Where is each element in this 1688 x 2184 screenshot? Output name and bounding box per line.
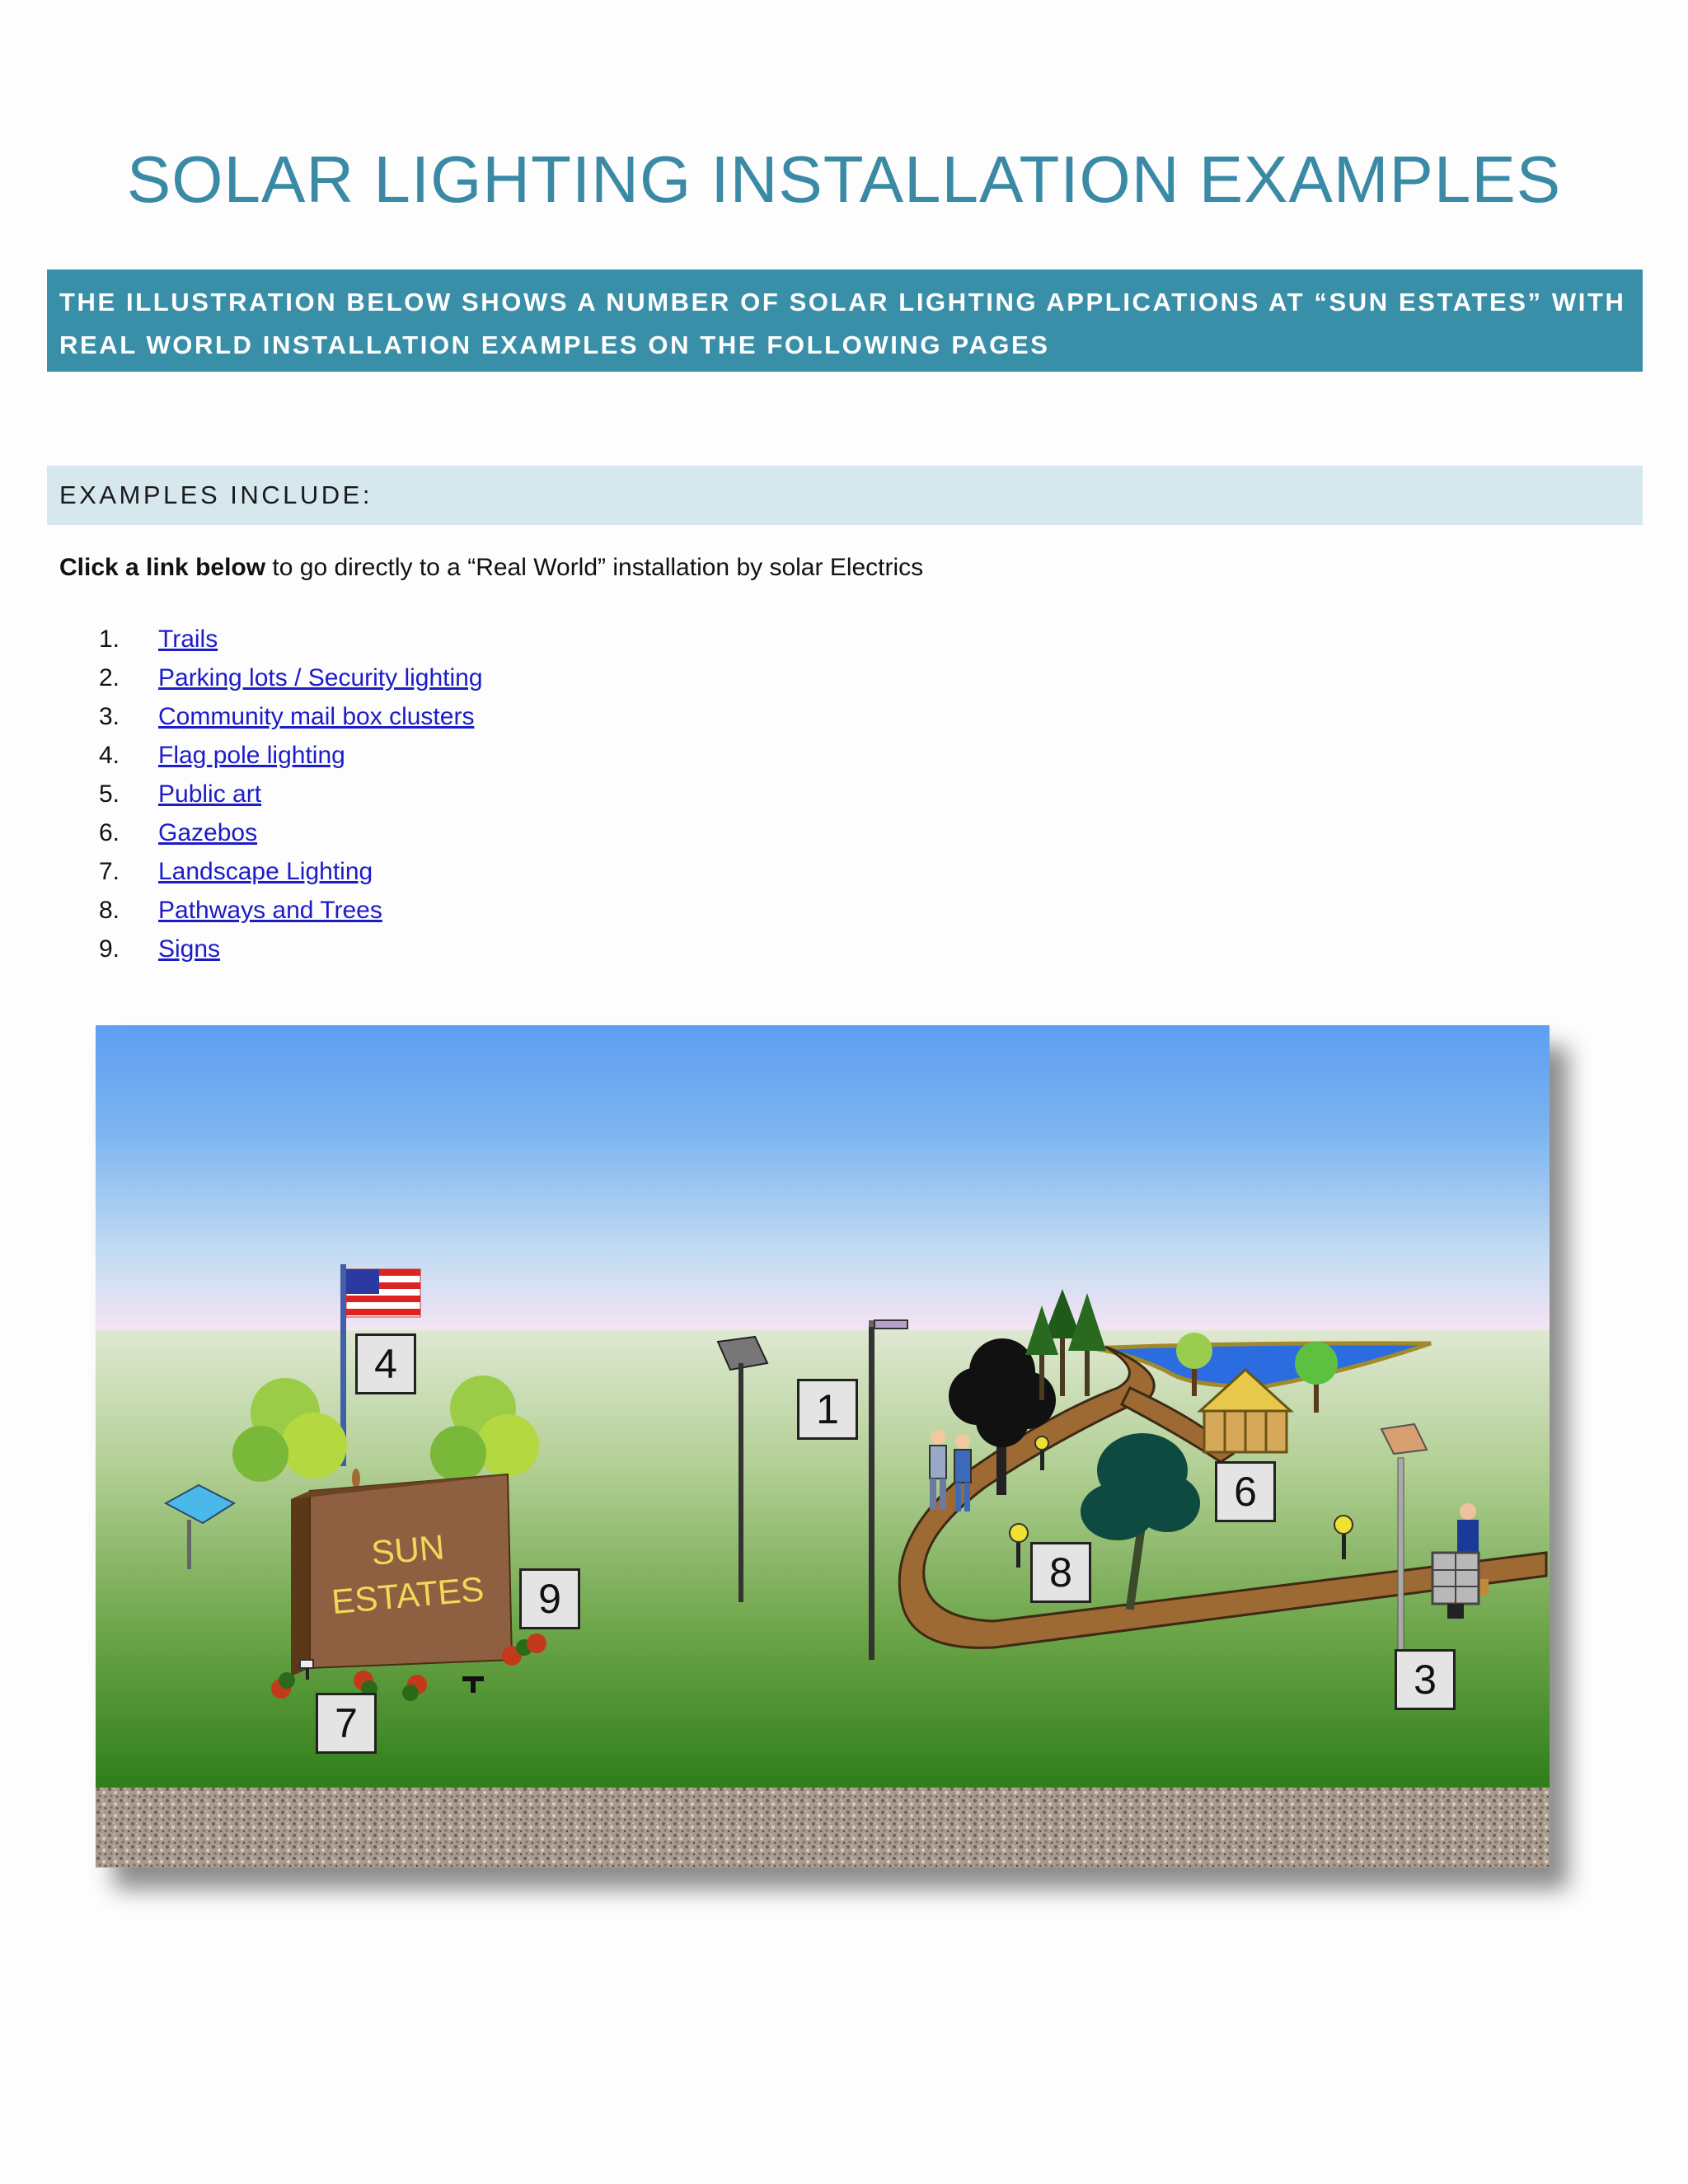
intro-text xyxy=(59,554,923,582)
link-parking-lots[interactable]: Parking lots / Security lighting xyxy=(158,664,483,691)
link-mail-box-clusters[interactable]: Community mail box clusters xyxy=(158,703,475,730)
list-item xyxy=(99,894,483,933)
marker-6[interactable]: 6 xyxy=(1215,1461,1276,1522)
list-item xyxy=(99,623,483,662)
list-number: 9. xyxy=(99,935,120,963)
list-item xyxy=(99,817,483,855)
scene-svg xyxy=(96,1025,1550,1868)
sky xyxy=(96,1025,1550,1330)
intro-bold: Click a link below xyxy=(59,554,266,581)
link-trails[interactable]: Trails xyxy=(158,626,218,653)
list-item xyxy=(99,701,483,739)
sun-estates-illustration xyxy=(96,1025,1550,1868)
list-item xyxy=(99,778,483,817)
link-pathways-and-trees[interactable]: Pathways and Trees xyxy=(158,897,382,924)
page-title: SOLAR LIGHTING INSTALLATION EXAMPLES xyxy=(126,143,1562,216)
list-number: 4. xyxy=(99,742,120,769)
sign-line-2: ESTATES xyxy=(330,1569,486,1622)
list-number: 8. xyxy=(99,897,120,924)
intro-rest: to go directly to a “Real World” installation by solar Electrics xyxy=(265,554,924,581)
list-number: 3. xyxy=(99,703,120,730)
link-landscape-lighting[interactable]: Landscape Lighting xyxy=(158,858,373,885)
link-flag-pole-lighting[interactable]: Flag pole lighting xyxy=(158,742,345,769)
gravel-strip xyxy=(96,1788,1550,1868)
link-signs[interactable]: Signs xyxy=(158,935,221,963)
list-number: 2. xyxy=(99,664,120,691)
list-item xyxy=(99,739,483,778)
sign-line-1: SUN xyxy=(369,1527,446,1572)
examples-heading: EXAMPLES INCLUDE: xyxy=(47,466,1643,525)
link-gazebos[interactable]: Gazebos xyxy=(158,819,258,846)
marker-1[interactable]: 1 xyxy=(797,1379,858,1440)
list-number: 1. xyxy=(99,626,120,653)
example-links-list xyxy=(99,623,483,972)
link-public-art[interactable]: Public art xyxy=(158,780,262,808)
marker-8[interactable]: 8 xyxy=(1030,1542,1091,1603)
intro-banner: THE ILLUSTRATION BELOW SHOWS A NUMBER OF SOLAR LIGHTING APPLICATIONS AT “SUN ESTATES” WITH REAL WORLD INSTALLATION EXAMPLES ON THE FOLLOWING PAGES xyxy=(47,269,1643,372)
marker-4[interactable]: 4 xyxy=(355,1333,416,1394)
marker-9[interactable]: 9 xyxy=(519,1568,580,1629)
list-number: 5. xyxy=(99,780,120,808)
list-number: 6. xyxy=(99,819,120,846)
list-item xyxy=(99,662,483,701)
marker-3[interactable]: 3 xyxy=(1395,1649,1456,1710)
list-number: 7. xyxy=(99,858,120,885)
list-item xyxy=(99,933,483,972)
list-item xyxy=(99,855,483,894)
sun-estates-sign xyxy=(291,1474,512,1676)
marker-7[interactable]: 7 xyxy=(316,1693,377,1754)
